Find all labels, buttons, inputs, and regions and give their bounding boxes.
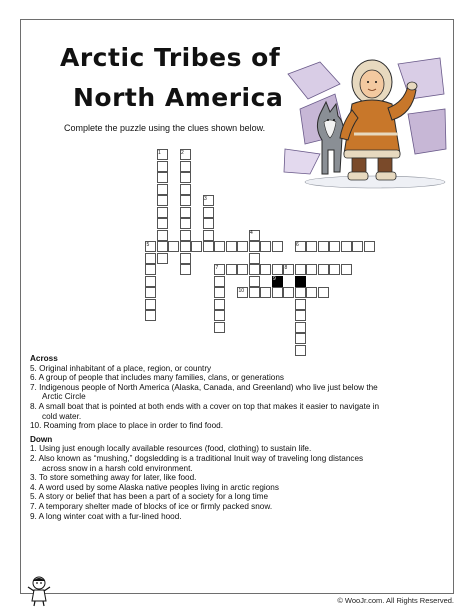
crossword-cell[interactable] [157, 184, 168, 195]
crossword-cell[interactable] [180, 253, 191, 264]
crossword-black-cell [295, 276, 306, 287]
crossword-cell[interactable] [180, 241, 191, 252]
crossword-cell[interactable] [157, 253, 168, 264]
crossword-cell[interactable] [306, 241, 317, 252]
across-clue: 10. Roaming from place to place in order to find food. [30, 421, 223, 431]
page-title-line-2: North America [73, 83, 284, 112]
crossword-cell[interactable] [341, 241, 352, 252]
crossword-cell[interactable] [157, 195, 168, 206]
crossword-cell[interactable] [214, 310, 225, 321]
across-clue: 8. A small boat that is pointed at both ends with a cover on top that makes it easier to navigate in cold water. [30, 401, 380, 421]
crossword-cell[interactable] [191, 241, 202, 252]
crossword-cell[interactable] [145, 287, 156, 298]
page-title-line-1: Arctic Tribes of [60, 43, 281, 72]
crossword-cell[interactable] [180, 264, 191, 275]
clue-number-label: 9 [273, 276, 276, 282]
crossword-cell[interactable] [214, 287, 225, 298]
crossword-cell[interactable] [260, 241, 271, 252]
crossword-cell[interactable] [157, 161, 168, 172]
crossword-cell[interactable] [145, 253, 156, 264]
crossword-cell[interactable] [157, 207, 168, 218]
crossword-cell[interactable] [295, 264, 306, 275]
down-clue: 2. Also known as “mushing,” dogsledding is a traditional Inuit way of traveling long distances across snow in a harsh cold environment. [30, 453, 364, 473]
crossword-cell[interactable] [145, 310, 156, 321]
across-clue: 5. Original inhabitant of a place, region, or country [30, 363, 212, 373]
crossword-cell[interactable] [226, 241, 237, 252]
crossword-cell[interactable] [249, 253, 260, 264]
crossword-cell[interactable] [249, 287, 260, 298]
down-clue: 9. A long winter coat with a fur-lined hood. [30, 511, 182, 521]
across-heading: Across [30, 354, 58, 363]
down-clue: 7. A temporary shelter made of blocks of ice or firmly packed snow. [30, 501, 273, 511]
crossword-cell[interactable] [145, 276, 156, 287]
crossword-cell[interactable] [214, 299, 225, 310]
across-clue: 6. A group of people that includes many families, clans, or generations [30, 373, 284, 383]
crossword-cell[interactable] [318, 264, 329, 275]
clue-number-label: 4 [250, 230, 253, 236]
clue-number-label: 1 [158, 149, 161, 156]
crossword-cell[interactable] [249, 241, 260, 252]
down-clue: 4. A word used by some Alaska native peoples living in arctic regions [30, 482, 279, 492]
crossword-cell[interactable] [145, 299, 156, 310]
crossword-cell[interactable] [295, 322, 306, 333]
crossword-cell[interactable] [214, 276, 225, 287]
clue-number-label: 3 [204, 195, 207, 202]
crossword-cell[interactable] [203, 241, 214, 252]
crossword-cell[interactable] [352, 241, 363, 252]
clue-number-label: 7 [215, 264, 219, 271]
crossword-cell[interactable] [260, 264, 271, 275]
crossword-cell[interactable] [283, 287, 294, 298]
crossword-cell[interactable] [329, 241, 340, 252]
crossword-cell[interactable] [329, 264, 340, 275]
crossword-cell[interactable] [295, 287, 306, 298]
down-clue: 3. To store something away for later, like food. [30, 473, 197, 483]
crossword-cell[interactable] [364, 241, 375, 252]
down-clue: 1. Using just enough locally available resources (food, clothing) to sustain life. [30, 444, 312, 454]
down-heading: Down [30, 434, 53, 444]
crossword-cell[interactable] [214, 241, 225, 252]
crossword-cell[interactable] [237, 264, 248, 275]
instructions-text: Complete the puzzle using the clues shown below. [64, 123, 266, 133]
crossword-cell[interactable] [272, 241, 283, 252]
crossword-cell[interactable] [180, 184, 191, 195]
crossword-cell[interactable] [157, 241, 168, 252]
crossword-cell[interactable] [180, 218, 191, 229]
across-clue: 7. Indigenous people of North America (Alaska, Canada, and Greenland) who live just below the Arctic Circle [30, 382, 378, 402]
crossword-cell[interactable] [295, 333, 306, 344]
crossword-cell[interactable] [272, 287, 283, 298]
crossword-cell[interactable] [272, 264, 283, 275]
crossword-cell[interactable] [180, 195, 191, 206]
crossword-cell[interactable] [203, 230, 214, 241]
crossword-cell[interactable] [180, 207, 191, 218]
crossword-cell[interactable] [318, 241, 329, 252]
crossword-cell[interactable] [237, 241, 248, 252]
clue-number-label: 6 [296, 241, 299, 248]
crossword-cell[interactable] [306, 287, 317, 298]
crossword-cell[interactable] [157, 230, 168, 241]
clue-number-label: 5 [146, 241, 150, 248]
woojr-mascot-icon [26, 575, 52, 607]
crossword-cell[interactable] [180, 230, 191, 241]
crossword-cell[interactable] [306, 264, 317, 275]
crossword-cell[interactable] [180, 172, 191, 183]
down-clue: 5. A story or belief that has been a part of a society for a long time [30, 492, 269, 502]
crossword-cell[interactable] [145, 264, 156, 275]
crossword-cell[interactable] [249, 276, 260, 287]
crossword-cell[interactable] [341, 264, 352, 275]
crossword-cell[interactable] [157, 218, 168, 229]
crossword-cell[interactable] [203, 207, 214, 218]
crossword-cell[interactable] [168, 241, 179, 252]
clues-section [30, 352, 446, 521]
crossword-cell[interactable] [180, 161, 191, 172]
crossword-cell[interactable] [249, 264, 260, 275]
copyright-text: © WooJr.com. All Rights Reserved. [337, 596, 454, 605]
crossword-cell[interactable] [226, 264, 237, 275]
crossword-cell[interactable] [295, 299, 306, 310]
crossword-cell[interactable] [203, 218, 214, 229]
crossword-cell[interactable] [260, 287, 271, 298]
crossword-cell[interactable] [318, 287, 329, 298]
crossword-cell[interactable] [157, 172, 168, 183]
clue-number-label: 2 [181, 149, 184, 156]
clue-number-label: 8 [284, 264, 288, 271]
clue-number-label: 10 [238, 287, 245, 294]
crossword-cell[interactable] [295, 310, 306, 321]
crossword-cell[interactable] [214, 322, 225, 333]
